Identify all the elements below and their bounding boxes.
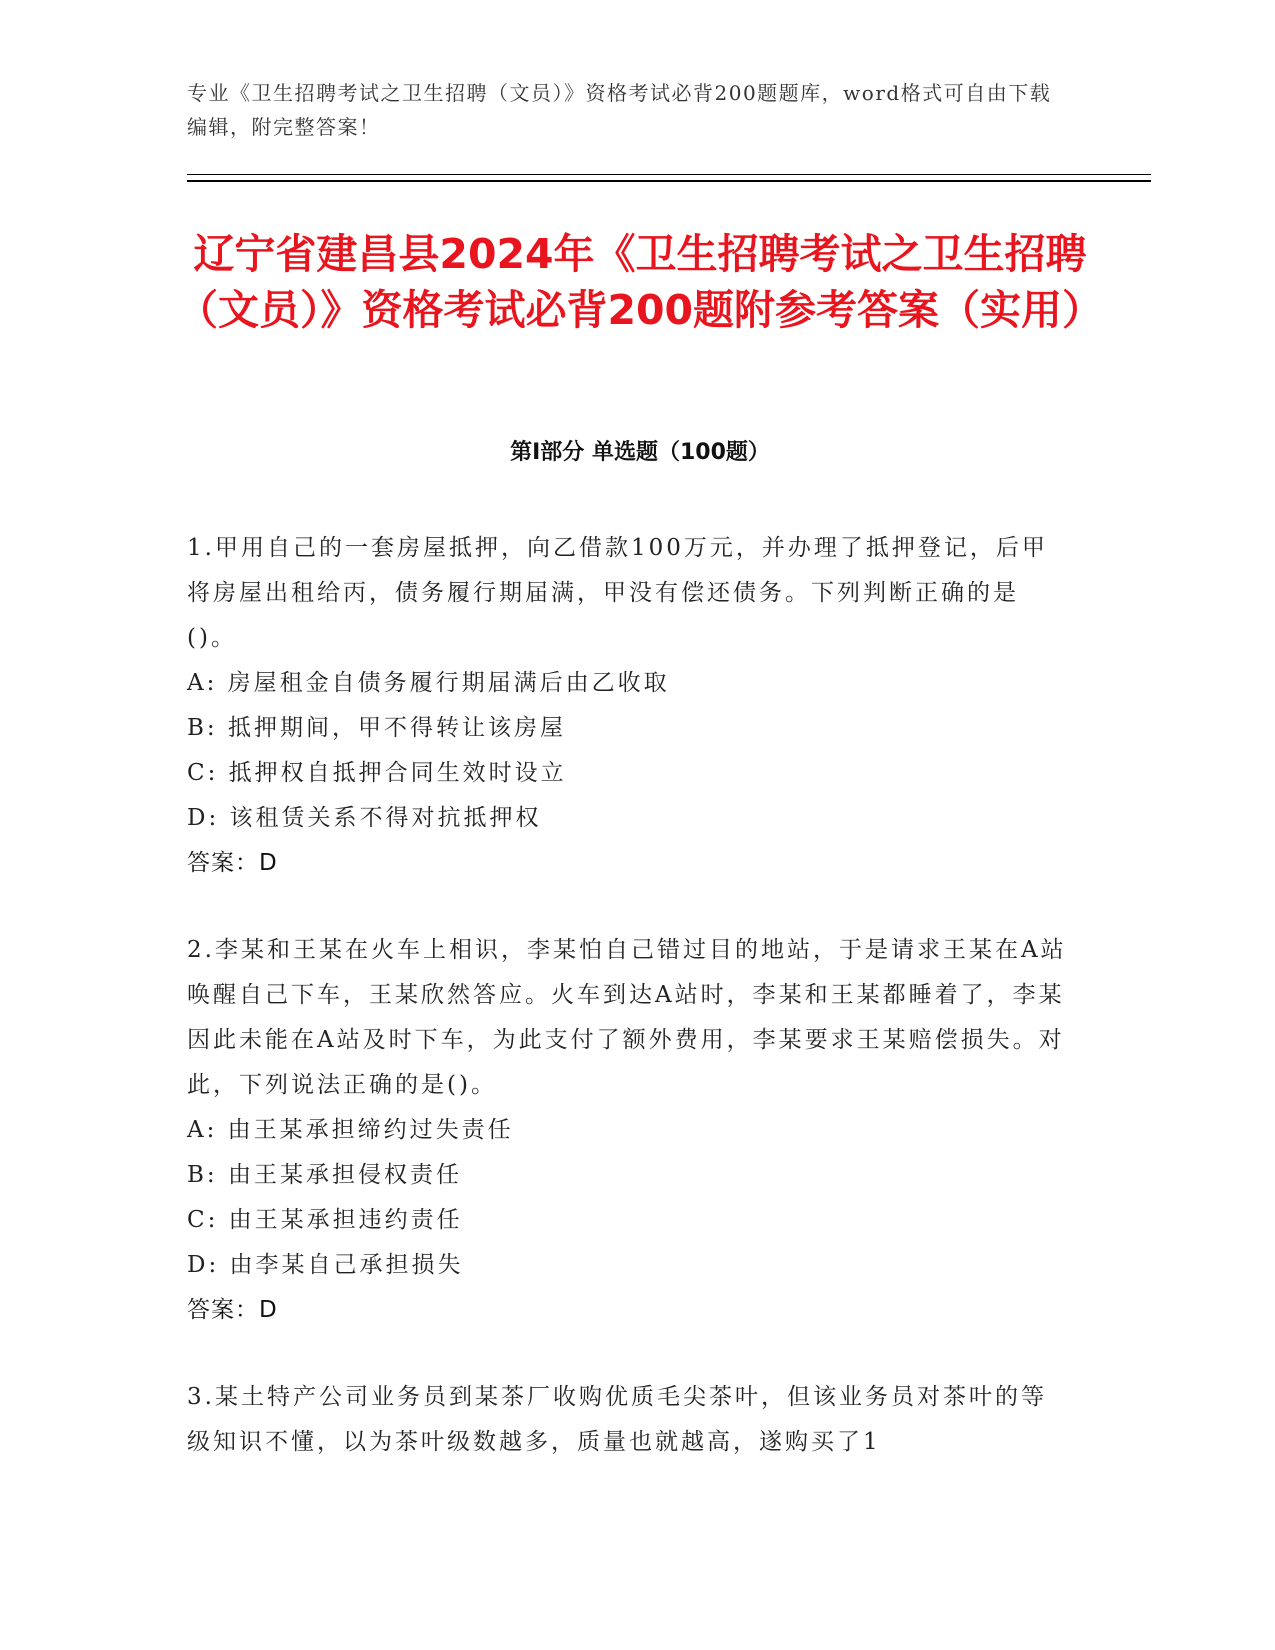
question-1 (187, 526, 1067, 886)
question-stem: 2.李某和王某在火车上相识，李某怕自己错过目的地站，于是请求王某在A站唤醒自己下车，王某欣然答应。火车到达A站时，李某和王某都睡着了，李某因此未能在A站及时下车，为此支付了额外费用，李某要求王某赔偿损失。对此，下列说法正确的是()。 (187, 937, 1067, 1098)
answer-label: 答案：D (187, 1297, 278, 1323)
question-list (187, 526, 1067, 1507)
option-d: D: 由李某自己承担损失 (187, 1252, 464, 1278)
header-note: 专业《卫生招聘考试之卫生招聘（文员）》资格考试必背200题题库，word格式可自由下载编辑，附完整答案！ (187, 81, 1052, 139)
option-c: C: 由王某承担违约责任 (187, 1207, 463, 1233)
question-stem: 1.甲用自己的一套房屋抵押，向乙借款100万元，并办理了抵押登记，后甲将房屋出租给丙，债务履行期届满，甲没有偿还债务。下列判断正确的是()。 (187, 535, 1048, 651)
document-title: 辽宁省建昌县2024年《卫生招聘考试之卫生招聘（文员）》资格考试必背200题附参考答案（实用） (176, 230, 1104, 334)
section-heading: 第I部分 单选题（100题） (510, 440, 770, 465)
question-stem: 3.某土特产公司业务员到某茶厂收购优质毛尖茶叶，但该业务员对茶叶的等级知识不懂，以为茶叶级数越多，质量也就越高，遂购买了1 (187, 1384, 1047, 1455)
header-divider-thick (187, 180, 1151, 182)
header-divider-thin (187, 174, 1151, 175)
option-b: B: 由王某承担侵权责任 (187, 1162, 462, 1188)
question-2 (187, 928, 1067, 1333)
option-a: A: 房屋租金自债务履行期届满后由乙收取 (187, 670, 670, 696)
option-d: D: 该租赁关系不得对抗抵押权 (187, 805, 542, 831)
answer-label: 答案：D (187, 850, 278, 876)
option-b: B: 抵押期间，甲不得转让该房屋 (187, 715, 566, 741)
option-c: C: 抵押权自抵押合同生效时设立 (187, 760, 567, 786)
option-a: A: 由王某承担缔约过失责任 (187, 1117, 514, 1143)
question-3 (187, 1375, 1067, 1465)
